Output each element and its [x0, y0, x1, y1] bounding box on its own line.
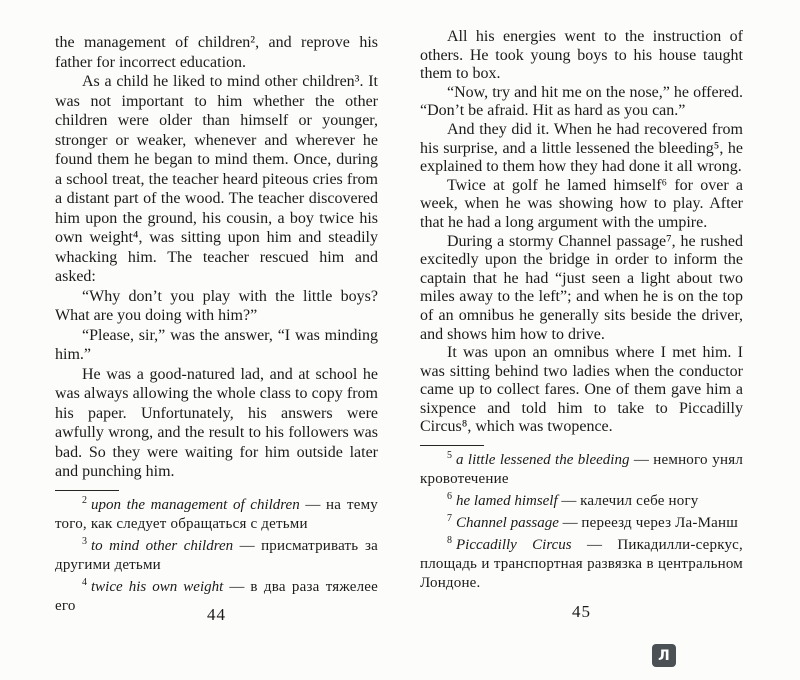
- footnote: [420, 492, 743, 511]
- footnote-russian: на тему того, как следует обращаться с детьми: [55, 496, 378, 532]
- footnote-russian: в два раза тяжелее его: [55, 578, 378, 614]
- footnote-english: twice his own weight: [91, 578, 224, 595]
- paragraph: Twice at golf he lamed himself⁶ for over a week, when he was showing how to play. After that he had a long argument with the umpire.: [420, 176, 743, 231]
- paragraph: It was upon an omnibus where I met him. I was sitting behind two ladies when the conductor came up to collect fares. One of them gave him a sixpence and told him to take to Piccadilly Circus⁸, which was twopence.: [420, 344, 743, 436]
- footnote: [420, 536, 743, 593]
- footnote-marker: 8: [447, 535, 452, 547]
- footnote: [55, 537, 378, 575]
- footnotes-section: [55, 496, 378, 616]
- footnote-english: he lamed himself: [456, 493, 558, 510]
- footnote-russian: Пикадилли-серкус, площадь и транспортная развязка в центральном Лондоне.: [420, 537, 743, 592]
- paragraph: “Now, try and hit me on the nose,” he offered. “Don’t be afraid. Hit as hard as you can.”: [420, 83, 743, 120]
- footnote-english: to mind other children: [91, 537, 234, 554]
- footnote: [420, 514, 743, 533]
- page-number: 44: [207, 605, 226, 624]
- paragraph: “Please, sir,” was the answer, “I was minding him.”: [55, 326, 378, 363]
- footnote-russian: присматривать за другими детьми: [55, 537, 378, 573]
- footnote-marker: 6: [447, 491, 452, 503]
- footnote-dash: —: [299, 496, 327, 513]
- footnote-dash: —: [571, 537, 618, 554]
- footnote-marker: 4: [82, 576, 87, 588]
- labirint-logo-letter: Л: [658, 647, 670, 664]
- footnote-marker: 5: [447, 450, 452, 462]
- footnote-english: a little lessened the bleeding: [456, 452, 630, 469]
- labirint-watermark-badge: [652, 644, 676, 667]
- paragraph: During a stormy Channel passage⁷, he rushed excitedly upon the bridge in order to inform the captain that he had “just seen a light about two miles away to the left”; and when he is on the top of an omnibus he generally sits beside the driver, and shows him how to drive.: [420, 232, 743, 343]
- footnote-dash: —: [629, 452, 654, 469]
- footnote-dash: —: [233, 537, 262, 554]
- footnote-english: Piccadilly Circus: [456, 537, 572, 554]
- footnote: [420, 451, 743, 489]
- footnote-dash: —: [223, 578, 251, 595]
- footnote: [55, 496, 378, 534]
- left-page: [55, 33, 378, 616]
- paragraph: the management of children², and reprove his father for incorrect education.: [55, 34, 378, 71]
- footnote-marker: 7: [447, 513, 452, 525]
- footnote-russian: немного унял кровотечение: [420, 452, 744, 488]
- footnote-divider: [55, 490, 119, 491]
- footnote-russian: калечил себе ногу: [580, 493, 699, 510]
- paragraph: “Why don’t you play with the little boys? What are you doing with him?”: [55, 287, 378, 324]
- footnote-divider: [420, 445, 484, 446]
- footnote-dash: —: [557, 493, 581, 510]
- footnote-dash: —: [558, 515, 582, 532]
- paragraph: As a child he liked to mind other children³. It was not important to him whether the other children were older than himself or younger, stronger or weaker, whenever and wherever he found them he began to mind them. Once, during a school treat, the teacher heard piteous cries from a distant part of the wood. The teacher discovered him upon the ground, his cousin, a boy twice his own weight⁴, was sitting upon him and steadily whacking him. The teacher rescued him and asked:: [55, 73, 378, 285]
- paragraph: He was a good-natured lad, and at school he was always allowing the whole class to copy from his paper. Unfortunately, his answers were awfully wrong, and the result to his followers was bad. So they were waiting for him outside later and punching him.: [55, 365, 378, 480]
- footnote-english: Channel passage: [456, 515, 559, 532]
- footnote-english: upon the management of children: [91, 496, 300, 513]
- footnote-marker: 3: [82, 535, 87, 547]
- paragraph: All his energies went to the instruction of others. He took young boys to his house taught them to box.: [420, 28, 743, 83]
- footnotes-section: [420, 451, 743, 593]
- page-number: 45: [572, 602, 591, 621]
- footnote-marker: 2: [82, 494, 87, 506]
- paragraph: And they did it. When he had recovered from his surprise, and a little lessened the bleeding⁵, he explained to them how they had done it all wrong.: [420, 120, 743, 176]
- right-page: [420, 28, 743, 593]
- footnote-russian: переезд через Ла-Манш: [581, 515, 738, 532]
